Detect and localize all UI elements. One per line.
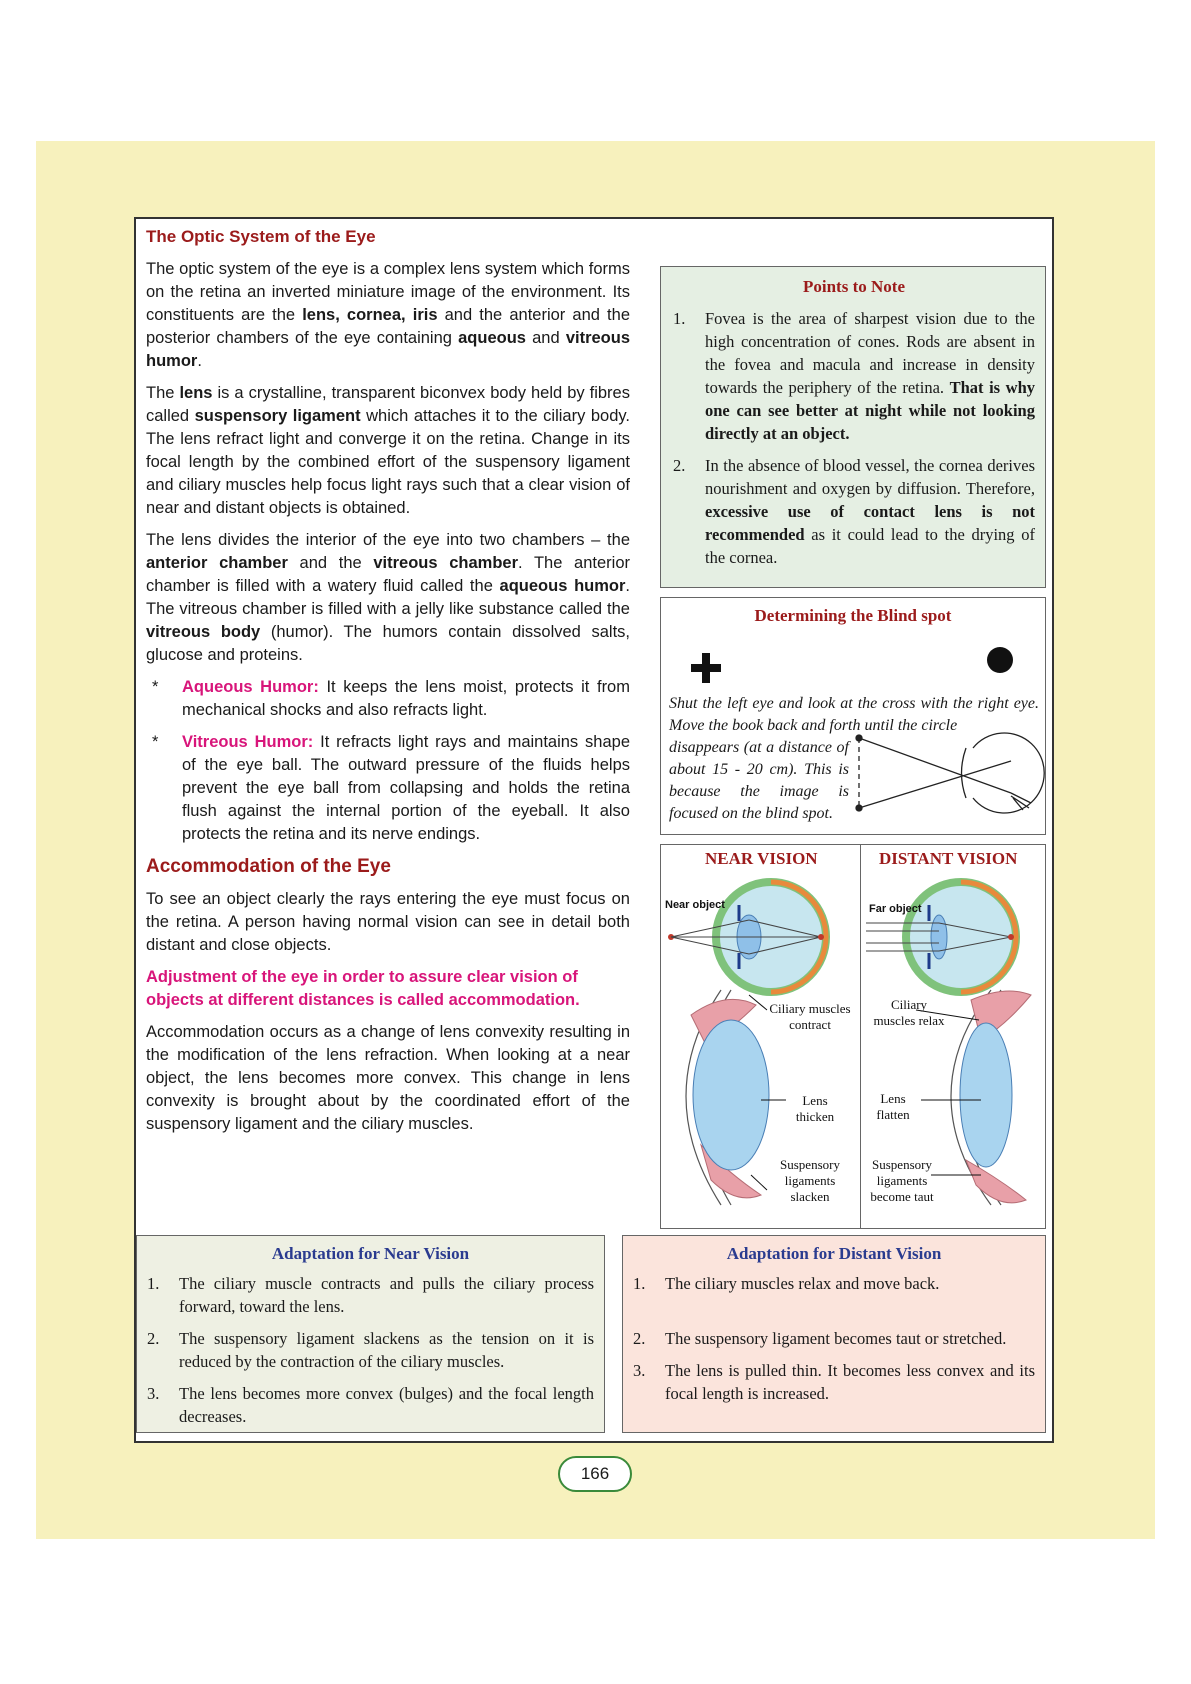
dot-icon (987, 647, 1013, 673)
near-object-label: Near object (665, 899, 725, 911)
note-item: 1. Fovea is the area of sharpest vision due to the high concentration of cones. Rods are absent in the fovea and macula and increase in density towards the periphery of the retina. That is why one can see better at night while not looking directly at an object. (673, 309, 1035, 443)
ciliary-contract-label: Ciliary muscles contract (769, 1001, 851, 1032)
lens-thicken-label: Lens thicken (795, 1093, 835, 1124)
content-frame (134, 217, 1054, 1443)
blind-spot-instructions: Shut the left eye and look at the cross with the right eye. Move the book back and forth until the circle disappears (at a distance of about 15 - 20 cm). This is because the image is focused on the blind spot. (669, 695, 1039, 822)
accommodation-definition: Adjustment of the eye in order to assure clear vision of objects at different distances is called accommodation. (146, 968, 580, 1009)
bullet-vitreous-humor: * Vitreous Humor: It refracts light rays and maintains shape of the eye ball. The outward pressure of the fluids helps prevent the eye ball from collapsing and holds the retina flush against the internal portion of the eyeball. It also protects the retina and its nerve endings. (152, 733, 631, 843)
suspensory-slacken-label: Suspensory ligaments slacken (780, 1157, 840, 1204)
far-object-label: Far object (869, 903, 922, 915)
left-column (146, 225, 630, 1145)
points-to-note-title: Points to Note (803, 277, 905, 296)
adaptation-near-title: Adaptation for Near Vision (271, 1244, 470, 1263)
list-item: 1. The ciliary muscles relax and move back. (633, 1274, 940, 1293)
optic-paragraph-2: The lens is a crystalline, transparent biconvex body held by fibres called suspensory ligament which attaches it to the ciliary body. The lens refract light and converge it on the retina. Change in its focal length by the combined effort of the suspensory ligament and ciliary muscles help focus light rays such that a clear vision of near and distant objects is obtained. (146, 384, 630, 517)
bullet-aqueous-humor: * Aqueous Humor: It keeps the lens moist, protects it from mechanical shocks and also refracts light. (152, 678, 630, 719)
list-item: 2. The suspensory ligament becomes taut or stretched. (633, 1329, 1007, 1348)
adaptation-distant-title: Adaptation for Distant Vision (726, 1244, 942, 1263)
lens-flatten-label: Lens flatten (876, 1091, 910, 1122)
vision-comparison-box (660, 844, 1046, 1229)
accommodation-paragraph-1: To see an object clearly the rays entering the eye must focus on the retina. A person having normal vision can see in detail both distant and close objects. (146, 890, 630, 954)
cross-icon (691, 653, 721, 683)
optic-heading: The Optic System of the Eye (146, 227, 376, 246)
ciliary-relax-label: Ciliary muscles relax (873, 997, 945, 1028)
blind-spot-title: Determining the Blind spot (754, 606, 952, 625)
list-item: 1. The ciliary muscle contracts and pulls the ciliary process forward, toward the lens. (147, 1274, 594, 1316)
optic-paragraph-1: The optic system of the eye is a complex lens system which forms on the retina an inverted miniature image of the environment. Its constituents are the lens, cornea, iris and the anterior and the posterior chambers of the eye containing aqueous and vitreous humor. (146, 260, 630, 370)
distant-vision-title: DISTANT VISION (879, 849, 1018, 868)
accommodation-heading: Accommodation of the Eye (146, 856, 391, 877)
blind-spot-box (660, 597, 1046, 835)
suspensory-taut-label: Suspensory ligaments become taut (870, 1157, 934, 1204)
note-item: 2. In the absence of blood vessel, the cornea derives nourishment and oxygen by diffusion. Therefore, excessive use of contact lens is not recommended as it could lead to the drying of the cornea. (673, 456, 1035, 567)
points-to-note-box (660, 266, 1046, 588)
optic-paragraph-3: The lens divides the interior of the eye into two chambers – the anterior chamber and the vitreous chamber. The anterior chamber is filled with a watery fluid called the aqueous humor. The vitreous chamber is filled with a jelly like substance called the vitreous body (humor). The humors contain dissolved salts, glucose and proteins. (146, 531, 630, 664)
distant-eye-diagram (866, 882, 1016, 992)
list-item: 3. The lens is pulled thin. It becomes less convex and its focal length is increased. (633, 1361, 1035, 1403)
adaptation-distant-box (622, 1235, 1046, 1433)
accommodation-paragraph-2: Accommodation occurs as a change of lens convexity resulting in the modification of the lens refraction. When looking at a near object, the lens becomes more convex. This change in lens convexity is brought about by the coordinated effort of the suspensory ligament and the ciliary muscles. (146, 1023, 630, 1133)
near-vision-title: NEAR VISION (705, 849, 818, 868)
list-item: 2. The suspensory ligament slackens as the tension on it is reduced by the contraction of the ciliary muscles. (147, 1329, 594, 1371)
page-number: 166 (558, 1456, 632, 1492)
adaptation-near-box (136, 1235, 605, 1433)
list-item: 3. The lens becomes more convex (bulges) and the focal length decreases. (147, 1384, 594, 1426)
